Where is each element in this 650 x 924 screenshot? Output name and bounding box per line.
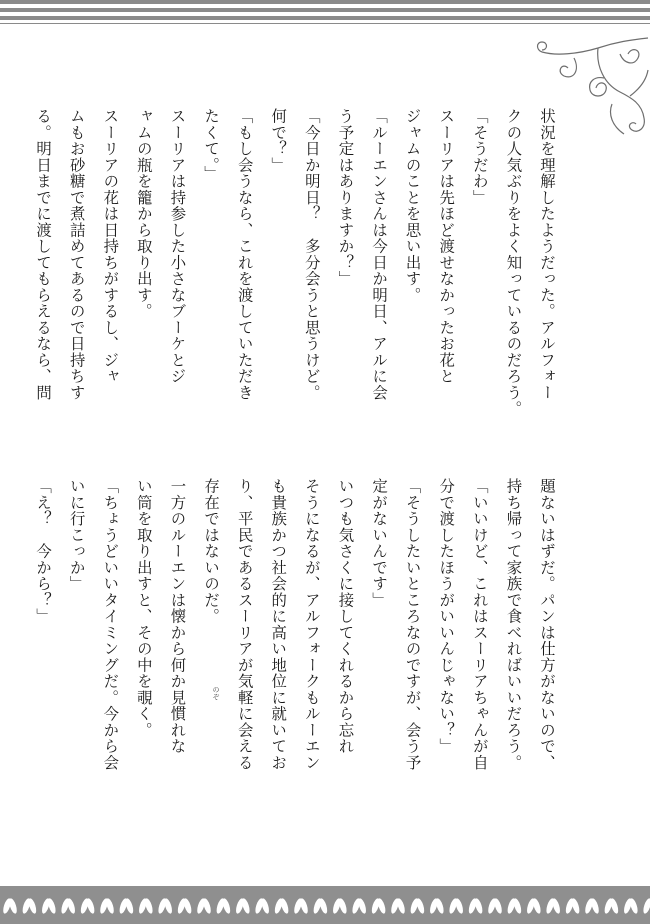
- text-column: り、平民であるスーリアが気軽に会える: [235, 478, 254, 771]
- leaf-motif: [564, 897, 581, 914]
- text-column: 状況を理解したようだった。アルフォー: [538, 108, 556, 401]
- leaf-motif: [157, 897, 174, 914]
- leaf-motif: [176, 897, 193, 914]
- footer-pattern-band: [0, 886, 650, 924]
- leaf-motif: [312, 897, 329, 914]
- leaf-motif: [99, 897, 116, 914]
- text-column: 「今日か明日？ 多分会うと思うけど。: [302, 108, 321, 401]
- leaf-motif: [293, 897, 310, 914]
- text-column: たくて。」: [202, 108, 221, 182]
- text-column: う予定はありますか？」: [336, 108, 355, 287]
- leaf-motif: [642, 897, 650, 914]
- lower-text-block: [32, 478, 558, 778]
- upper-text-block: [32, 108, 558, 428]
- leaf-motif: [351, 897, 368, 914]
- leaf-motif: [60, 897, 77, 914]
- text-column: クの人気ぶりをよく知っているのだろう。: [504, 108, 523, 417]
- text-column: 存在ではないのだ。: [202, 478, 221, 625]
- leaf-motif: [370, 897, 387, 914]
- leaf-motif: [428, 897, 445, 914]
- furigana-ruby: のぞ: [212, 686, 220, 700]
- text-column: 一方のルーエンは懐から何か見慣れな: [168, 478, 187, 755]
- header-stripe: [0, 0, 650, 4]
- text-column: ジャムのことを思い出す。: [403, 108, 422, 303]
- leaf-motif: [2, 897, 19, 914]
- leaf-motif: [603, 897, 620, 914]
- text-column: 「え？ 今から？」: [34, 478, 53, 625]
- leaf-motif: [21, 897, 38, 914]
- text-column: 「いいけど、これはスーリアちゃんが自: [470, 478, 489, 771]
- leaf-motif: [467, 897, 484, 914]
- leaf-motif: [584, 897, 601, 914]
- text-column: い筒を取り出すと、その中を覗く。: [134, 478, 153, 738]
- text-column: いに行こっか」: [67, 478, 86, 592]
- text-column: 「そうだわ」: [470, 108, 489, 206]
- leaf-motif: [487, 897, 504, 914]
- leaf-pattern-icon: [0, 886, 650, 924]
- text-column: スーリアは持参した小さなブーケとジ: [168, 108, 187, 385]
- text-column: 何で？」: [269, 108, 288, 173]
- text-column: 「そうしたいところなのですが、会う予: [403, 478, 422, 771]
- header-stripes: [0, 0, 650, 26]
- header-stripe: [0, 8, 650, 12]
- text-column: る。明日までに渡してもらえるなら、問: [34, 108, 53, 401]
- text-column: スーリアは先ほど渡せなかったお花と: [437, 108, 456, 385]
- leaf-motif: [390, 897, 407, 914]
- leaf-motif: [118, 897, 135, 914]
- text-column: 分で渡したほうがいいんじゃない？」: [437, 478, 456, 755]
- leaf-motif: [234, 897, 251, 914]
- leaf-motif: [137, 897, 154, 914]
- text-column: いつも気さくに接してくれるから忘れ: [336, 478, 355, 755]
- leaf-motif: [622, 897, 639, 914]
- leaf-motif: [448, 897, 465, 914]
- text-column: 「もし会うなら、これを渡していただき: [235, 108, 254, 401]
- leaf-motif: [40, 897, 57, 914]
- text-column: スーリアの花は日持ちがするし、ジャ: [101, 108, 120, 385]
- leaf-motif: [254, 897, 271, 914]
- leaf-motif: [196, 897, 213, 914]
- text-column: ャムの瓶を籠から取り出す。: [134, 108, 153, 320]
- header-stripe: [0, 23, 650, 24]
- text-column: 持ち帰って家族で食べればいいだろう。: [504, 478, 523, 771]
- leaf-motif: [545, 897, 562, 914]
- text-column: 「ちょうどいいタイミングだ。今から会: [101, 478, 120, 771]
- leaf-motif: [409, 897, 426, 914]
- leaf-motif: [79, 897, 96, 914]
- leaf-motif: [525, 897, 542, 914]
- leaf-motif: [506, 897, 523, 914]
- text-column: 定がないんです」: [370, 478, 389, 608]
- leaf-motif: [215, 897, 232, 914]
- text-column: そうになるが、アルフォークもルーエン: [302, 478, 321, 771]
- leaf-motif: [273, 897, 290, 914]
- leaf-motif: [331, 897, 348, 914]
- text-column: 「ルーエンさんは今日か明日、アルに会: [370, 108, 389, 401]
- header-stripe: [0, 16, 650, 20]
- text-column: ムもお砂糖で煮詰めてあるので日持ちす: [67, 108, 86, 401]
- text-column: も貴族かつ社会的に高い地位に就いてお: [269, 478, 288, 771]
- text-column: 題ないはずだ。パンは仕方がないので、: [538, 478, 556, 771]
